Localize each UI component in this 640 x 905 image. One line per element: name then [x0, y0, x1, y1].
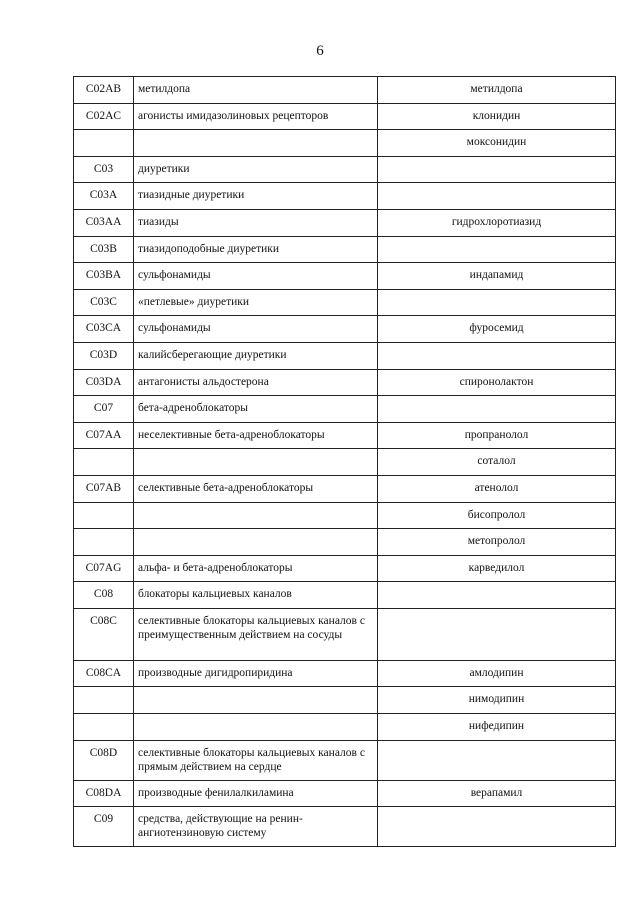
group-name-cell: блокаторы кальциевых каналов — [134, 582, 378, 609]
table-row — [74, 608, 616, 660]
atc-drug-table — [73, 76, 616, 847]
table-row — [74, 103, 616, 130]
table-row — [74, 342, 616, 369]
atc-code-cell: C02AC — [74, 103, 134, 130]
table-row — [74, 396, 616, 423]
drug-name-cell — [378, 289, 616, 316]
drug-name-cell — [378, 608, 616, 660]
drug-name-cell: спиронолактон — [378, 369, 616, 396]
atc-code-cell — [74, 130, 134, 157]
drug-name-cell — [378, 807, 616, 847]
atc-code-cell: C03BA — [74, 263, 134, 290]
group-name-cell: антагонисты альдостерона — [134, 369, 378, 396]
drug-name-cell: карведилол — [378, 555, 616, 582]
table-row — [74, 780, 616, 807]
table-row — [74, 422, 616, 449]
atc-code-cell: C03CA — [74, 316, 134, 343]
drug-name-cell: пропранолол — [378, 422, 616, 449]
atc-code-cell — [74, 714, 134, 741]
group-name-cell: производные дигидропиридина — [134, 660, 378, 687]
table-row — [74, 209, 616, 236]
drug-name-cell: атенолол — [378, 475, 616, 502]
table-row — [74, 475, 616, 502]
page-number: 6 — [316, 43, 324, 59]
drug-name-cell: гидрохлоротиазид — [378, 209, 616, 236]
group-name-cell — [134, 529, 378, 556]
atc-code-cell: C09 — [74, 807, 134, 847]
group-name-cell: сульфонамиды — [134, 316, 378, 343]
group-name-cell: тиазидные диуретики — [134, 183, 378, 210]
atc-code-cell: C08C — [74, 608, 134, 660]
atc-code-cell — [74, 449, 134, 476]
group-name-cell: тиазиды — [134, 209, 378, 236]
atc-code-cell: C08 — [74, 582, 134, 609]
drug-name-cell — [378, 236, 616, 263]
drug-name-cell: индапамид — [378, 263, 616, 290]
group-name-cell: селективные блокаторы кальциевых каналов с преимущественным действием на сосуды — [134, 608, 378, 660]
drug-name-cell — [378, 740, 616, 780]
atc-code-cell: C03 — [74, 156, 134, 183]
atc-code-cell: C08DA — [74, 780, 134, 807]
drug-name-cell: метопролол — [378, 529, 616, 556]
group-name-cell: «петлевые» диуретики — [134, 289, 378, 316]
table-row — [74, 687, 616, 714]
atc-code-cell: C03DA — [74, 369, 134, 396]
table-row — [74, 156, 616, 183]
drug-name-cell: соталол — [378, 449, 616, 476]
table-row — [74, 582, 616, 609]
table-row — [74, 77, 616, 104]
table-row — [74, 529, 616, 556]
drug-name-cell: клонидин — [378, 103, 616, 130]
group-name-cell: селективные блокаторы кальциевых каналов с прямым действием на сердце — [134, 740, 378, 780]
group-name-cell: тиазидоподобные диуретики — [134, 236, 378, 263]
atc-code-cell — [74, 502, 134, 529]
drug-name-cell: фуросемид — [378, 316, 616, 343]
group-name-cell: неселективные бета-адреноблокаторы — [134, 422, 378, 449]
drug-name-cell — [378, 396, 616, 423]
atc-code-cell: C08D — [74, 740, 134, 780]
drug-name-cell — [378, 582, 616, 609]
table-row — [74, 714, 616, 741]
atc-code-cell: C02AB — [74, 77, 134, 104]
group-name-cell: агонисты имидазолиновых рецепторов — [134, 103, 378, 130]
atc-code-cell: C03C — [74, 289, 134, 316]
group-name-cell: средства, действующие на ренин-ангиотензиновую систему — [134, 807, 378, 847]
drug-name-cell: нимодипин — [378, 687, 616, 714]
table-row — [74, 449, 616, 476]
table-row — [74, 369, 616, 396]
table-row — [74, 660, 616, 687]
drug-name-cell — [378, 183, 616, 210]
group-name-cell: селективные бета-адреноблокаторы — [134, 475, 378, 502]
atc-code-cell: C07AA — [74, 422, 134, 449]
atc-code-cell — [74, 687, 134, 714]
drug-name-cell: моксонидин — [378, 130, 616, 157]
atc-code-cell: C03B — [74, 236, 134, 263]
table-row — [74, 289, 616, 316]
atc-code-cell — [74, 529, 134, 556]
atc-code-cell: C03D — [74, 342, 134, 369]
table-row — [74, 236, 616, 263]
group-name-cell: диуретики — [134, 156, 378, 183]
group-name-cell: метилдопа — [134, 77, 378, 104]
drug-name-cell: верапамил — [378, 780, 616, 807]
atc-code-cell: C03AA — [74, 209, 134, 236]
atc-code-cell: C07AG — [74, 555, 134, 582]
table-row — [74, 807, 616, 847]
drug-name-cell — [378, 156, 616, 183]
group-name-cell — [134, 502, 378, 529]
table-body — [74, 77, 616, 847]
atc-code-cell: C07AB — [74, 475, 134, 502]
group-name-cell: производные фенилалкиламина — [134, 780, 378, 807]
group-name-cell: альфа- и бета-адреноблокаторы — [134, 555, 378, 582]
table-row — [74, 502, 616, 529]
table-row — [74, 555, 616, 582]
drug-name-cell: метилдопа — [378, 77, 616, 104]
table-row — [74, 316, 616, 343]
drug-name-cell — [378, 342, 616, 369]
group-name-cell — [134, 687, 378, 714]
group-name-cell: калийсберегающие диуретики — [134, 342, 378, 369]
table-row — [74, 740, 616, 780]
drug-name-cell: амлодипин — [378, 660, 616, 687]
drug-name-cell: нифедипин — [378, 714, 616, 741]
table-row — [74, 183, 616, 210]
group-name-cell: сульфонамиды — [134, 263, 378, 290]
group-name-cell: бета-адреноблокаторы — [134, 396, 378, 423]
table-row — [74, 130, 616, 157]
atc-code-cell: C08CA — [74, 660, 134, 687]
atc-code-cell: C03A — [74, 183, 134, 210]
atc-code-cell: C07 — [74, 396, 134, 423]
group-name-cell — [134, 130, 378, 157]
table-row — [74, 263, 616, 290]
drug-name-cell: бисопролол — [378, 502, 616, 529]
group-name-cell — [134, 449, 378, 476]
group-name-cell — [134, 714, 378, 741]
